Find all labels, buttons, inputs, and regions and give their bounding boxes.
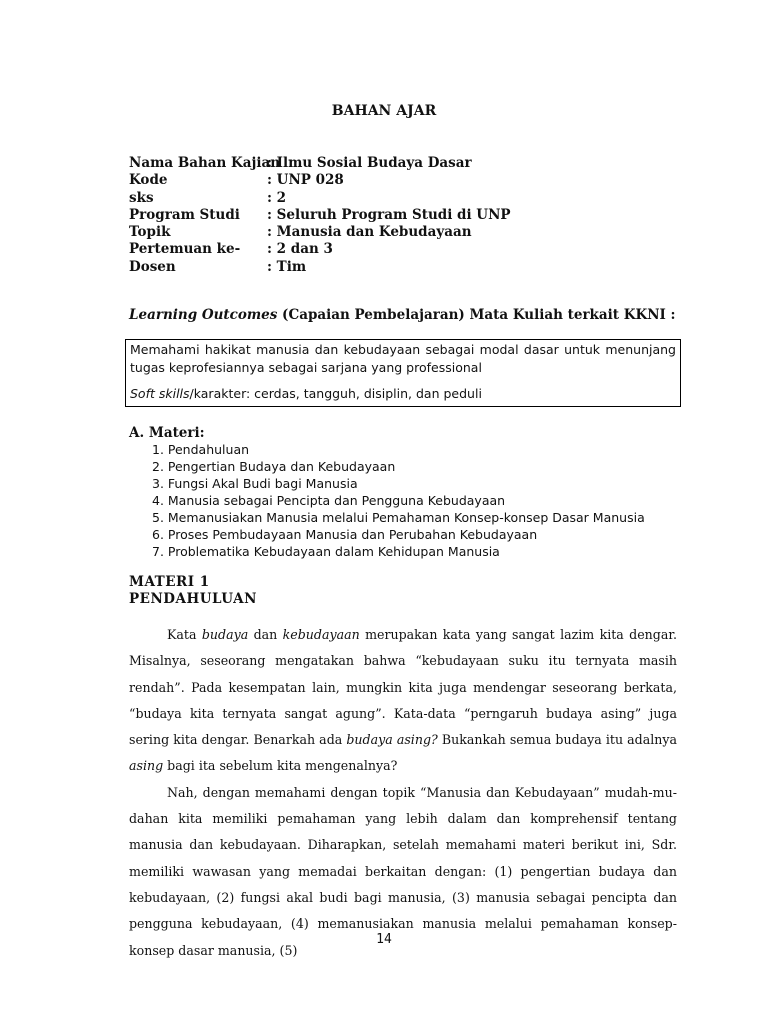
soft-skills-text: /karakter: cerdas, tangguh, disiplin, dan peduli xyxy=(189,386,482,401)
section-title: PENDAHULUAN xyxy=(129,591,257,607)
course-info-row xyxy=(129,259,511,276)
course-info-value: : UNP 028 xyxy=(267,172,344,189)
list-item: 4. Manusia sebagai Pencipta dan Pengguna Kebudayaan xyxy=(152,493,506,508)
text-span: Kata xyxy=(167,627,202,642)
italic-term: budaya asing? xyxy=(346,732,438,748)
learning-outcomes-box xyxy=(125,339,681,407)
course-info-row xyxy=(129,190,511,207)
course-info-value: : 2 dan 3 xyxy=(267,241,333,258)
course-info-label: Dosen xyxy=(129,258,176,275)
course-info-label: Program Studi xyxy=(129,206,240,223)
materi-list xyxy=(152,441,645,560)
course-info-row xyxy=(129,241,511,258)
paragraph: Nah, dengan memahami dengan topik “Manusia dan Kebudayaan” mudah-mu-dahan kita memiliki pemahaman yang lebih dalam dan komprehensif tentang manusia dan kebudayaan. Diharapkan, setelah memahami materi berikut ini, Sdr. memiliki wawasan yang memadai berkaitan dengan: (1) pengertian budaya dan kebudayaan, (2) fungsi akal budi bagi manusia, (3) manusia sebagai pencipta dan pengguna kebudayaan, (4) memanusiakan manusia melalui pemahaman konsep-konsep dasar manusia, (5) xyxy=(129,784,677,958)
section-heading xyxy=(129,574,257,608)
italic-term: budaya xyxy=(201,627,249,642)
page-number: 14 xyxy=(376,932,392,947)
soft-skills-label: Soft skills xyxy=(130,386,190,401)
document-title: BAHAN AJAR xyxy=(331,103,437,119)
course-info-value: : Tim xyxy=(267,258,307,275)
text-span: merupakan kata yang sangat lazim kita dengar. Misalnya, seseorang mengatakan bahwa “kebudayaan suku itu ternyata masih rendah”. Pada kesempatan lain, mungkin kita juga mendengar seseorang berkata, “budaya kita ternyata sangat agung”. Kata-data “perngaruh budaya asing” juga sering kita dengar. Benarkah ada xyxy=(129,627,678,748)
course-info-row xyxy=(129,155,511,172)
course-info xyxy=(129,155,511,276)
course-info-value: : Ilmu Sosial Budaya Dasar xyxy=(267,155,472,171)
list-item: 7. Problematika Kebudayaan dalam Kehidupan Manusia xyxy=(152,544,500,559)
section-number: MATERI 1 xyxy=(129,574,210,590)
course-info-value: : Manusia dan Kebudayaan xyxy=(267,224,472,241)
list-item: 1. Pendahuluan xyxy=(152,442,250,457)
course-info-value: : 2 xyxy=(267,189,287,206)
course-info-label: Topik xyxy=(129,224,171,241)
body-text xyxy=(129,622,677,964)
text-span: Bukankah semua budaya itu adalnya xyxy=(437,732,677,748)
course-info-row xyxy=(129,224,511,241)
learning-outcomes-heading xyxy=(129,307,676,323)
learning-outcomes-heading-rest: (Capaian Pembelajaran) Mata Kuliah terkait KKNI : xyxy=(277,307,676,323)
course-info-row xyxy=(129,207,511,224)
learning-outcome-text: Memahami hakikat manusia dan kebudayaan sebagai modal dasar untuk menunjang tugas keprofesiannya sebagai sarjana yang professional xyxy=(130,342,676,375)
soft-skills-line xyxy=(130,385,676,403)
course-info-label: sks xyxy=(129,189,154,206)
italic-term: asing xyxy=(129,758,164,774)
text-span: dan xyxy=(248,627,283,642)
italic-term: kebudayaan xyxy=(282,627,360,642)
materi-heading: A. Materi: xyxy=(129,425,205,441)
learning-outcomes-heading-italic: Learning Outcomes xyxy=(129,307,278,323)
paragraph xyxy=(129,622,677,780)
list-item: 2. Pengertian Budaya dan Kebudayaan xyxy=(152,459,396,474)
list-item: 5. Memanusiakan Manusia melalui Pemahaman Konsep-konsep Dasar Manusia xyxy=(152,510,645,525)
course-info-label: Kode xyxy=(129,172,168,189)
course-info-value: : Seluruh Program Studi di UNP xyxy=(267,206,511,223)
list-item: 3. Fungsi Akal Budi bagi Manusia xyxy=(152,476,358,491)
course-info-row xyxy=(129,172,511,189)
course-info-label: Pertemuan ke- xyxy=(129,241,241,258)
course-info-label: Nama Bahan Kajian xyxy=(129,155,281,171)
text-span: bagi ita sebelum kita mengenalnya? xyxy=(163,758,398,774)
list-item: 6. Proses Pembudayaan Manusia dan Perubahan Kebudayaan xyxy=(152,527,538,542)
